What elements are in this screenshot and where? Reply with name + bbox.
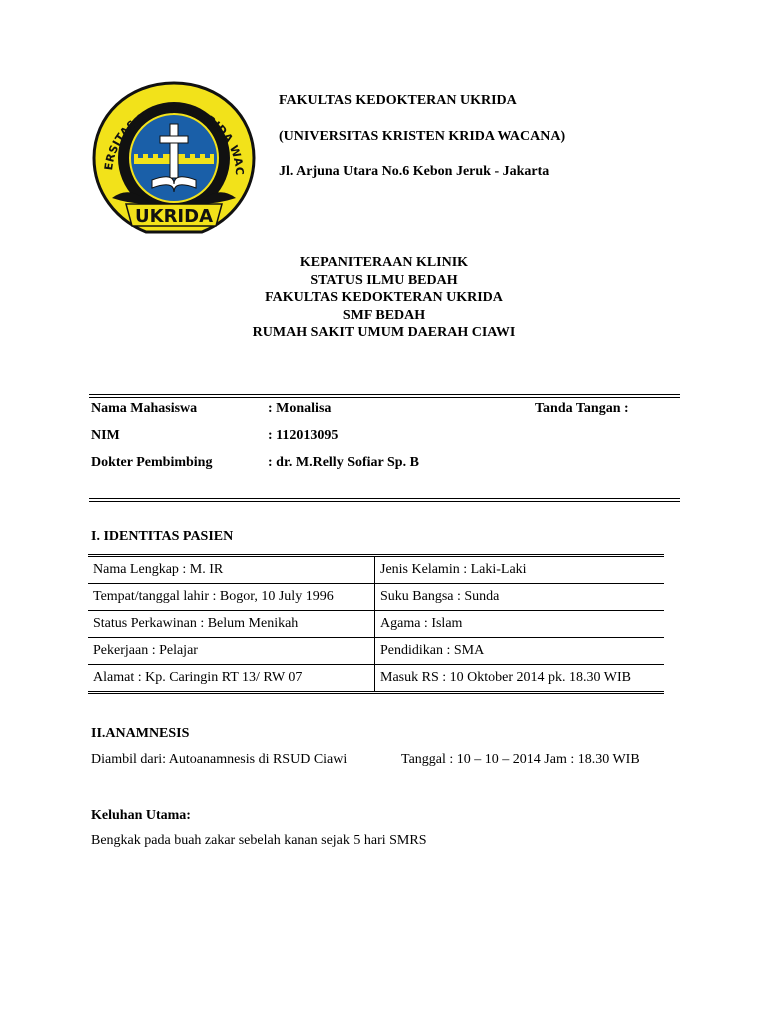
table-cell: Suku Bangsa : Sunda <box>375 584 665 611</box>
table-row <box>88 584 664 611</box>
title-line: STATUS ILMU BEDAH <box>310 272 458 288</box>
divider-top-inner <box>89 397 680 398</box>
complaint-heading: Keluhan Utama: <box>91 808 191 823</box>
table-cell: Pendidikan : SMA <box>375 638 665 665</box>
university-logo <box>90 80 258 238</box>
table-cell: Alamat : Kp. Caringin RT 13/ RW 07 <box>88 665 375 693</box>
anamnesis-source: Diambil dari: Autoanamnesis di RSUD Ciawi <box>91 752 348 767</box>
title-line: KEPANITERAAN KLINIK <box>299 255 469 270</box>
anamnesis-date: Tanggal : 10 – 10 – 2014 Jam : 18.30 WIB <box>401 752 640 767</box>
divider-bottom <box>89 498 680 499</box>
table-cell: Masuk RS : 10 Oktober 2014 pk. 18.30 WIB <box>375 665 665 693</box>
title-line: RUMAH SAKIT UMUM DAERAH CIAWI <box>252 325 516 340</box>
nim-label: NIM <box>91 428 120 443</box>
student-name-label: Nama Mahasiswa <box>91 401 198 416</box>
table-cell: Agama : Islam <box>375 611 665 638</box>
advisor-label: Dokter Pembimbing <box>91 455 213 470</box>
faculty-name: FAKULTAS KEDOKTERAN UKRIDA <box>279 93 517 108</box>
title-line: SMF BEDAH <box>342 307 426 323</box>
divider-bottom-inner <box>89 501 680 502</box>
table-cell: Status Perkawinan : Belum Menikah <box>88 611 375 638</box>
anamnesis-heading: II.ANAMNESIS <box>91 726 190 741</box>
title-line: FAKULTAS KEDOKTERAN UKRIDA <box>265 290 503 305</box>
table-row <box>88 665 664 693</box>
table-cell: Nama Lengkap : M. IR <box>88 556 375 584</box>
table-cell: Tempat/tanggal lahir : Bogor, 10 July 1996 <box>88 584 375 611</box>
table-row <box>88 638 664 665</box>
patient-identity-table <box>88 554 664 694</box>
table-cell: Jenis Kelamin : Laki-Laki <box>375 556 665 584</box>
ukrida-logo-icon <box>90 80 258 238</box>
identity-heading: I. IDENTITAS PASIEN <box>91 529 234 544</box>
complaint-text: Bengkak pada buah zakar sebelah kanan sejak 5 hari SMRS <box>91 833 427 848</box>
signature-label: Tanda Tangan : <box>535 401 629 416</box>
university-name: (UNIVERSITAS KRISTEN KRIDA WACANA) <box>279 129 566 144</box>
table-row <box>88 611 664 638</box>
student-name-value: : Monalisa <box>268 401 332 416</box>
divider-top <box>89 394 680 395</box>
address: Jl. Arjuna Utara No.6 Kebon Jeruk - Jakarta <box>279 164 550 179</box>
table-row <box>88 556 664 584</box>
logo-banner-text: UKRIDA <box>135 206 213 227</box>
logo-arc-text: ERSITAS KRISTEN KRIDA WAC <box>102 102 247 176</box>
table-cell: Pekerjaan : Pelajar <box>88 638 375 665</box>
title-block <box>0 254 768 342</box>
advisor-value: : dr. M.Relly Sofiar Sp. B <box>268 455 419 470</box>
nim-value: : 112013095 <box>268 428 339 443</box>
